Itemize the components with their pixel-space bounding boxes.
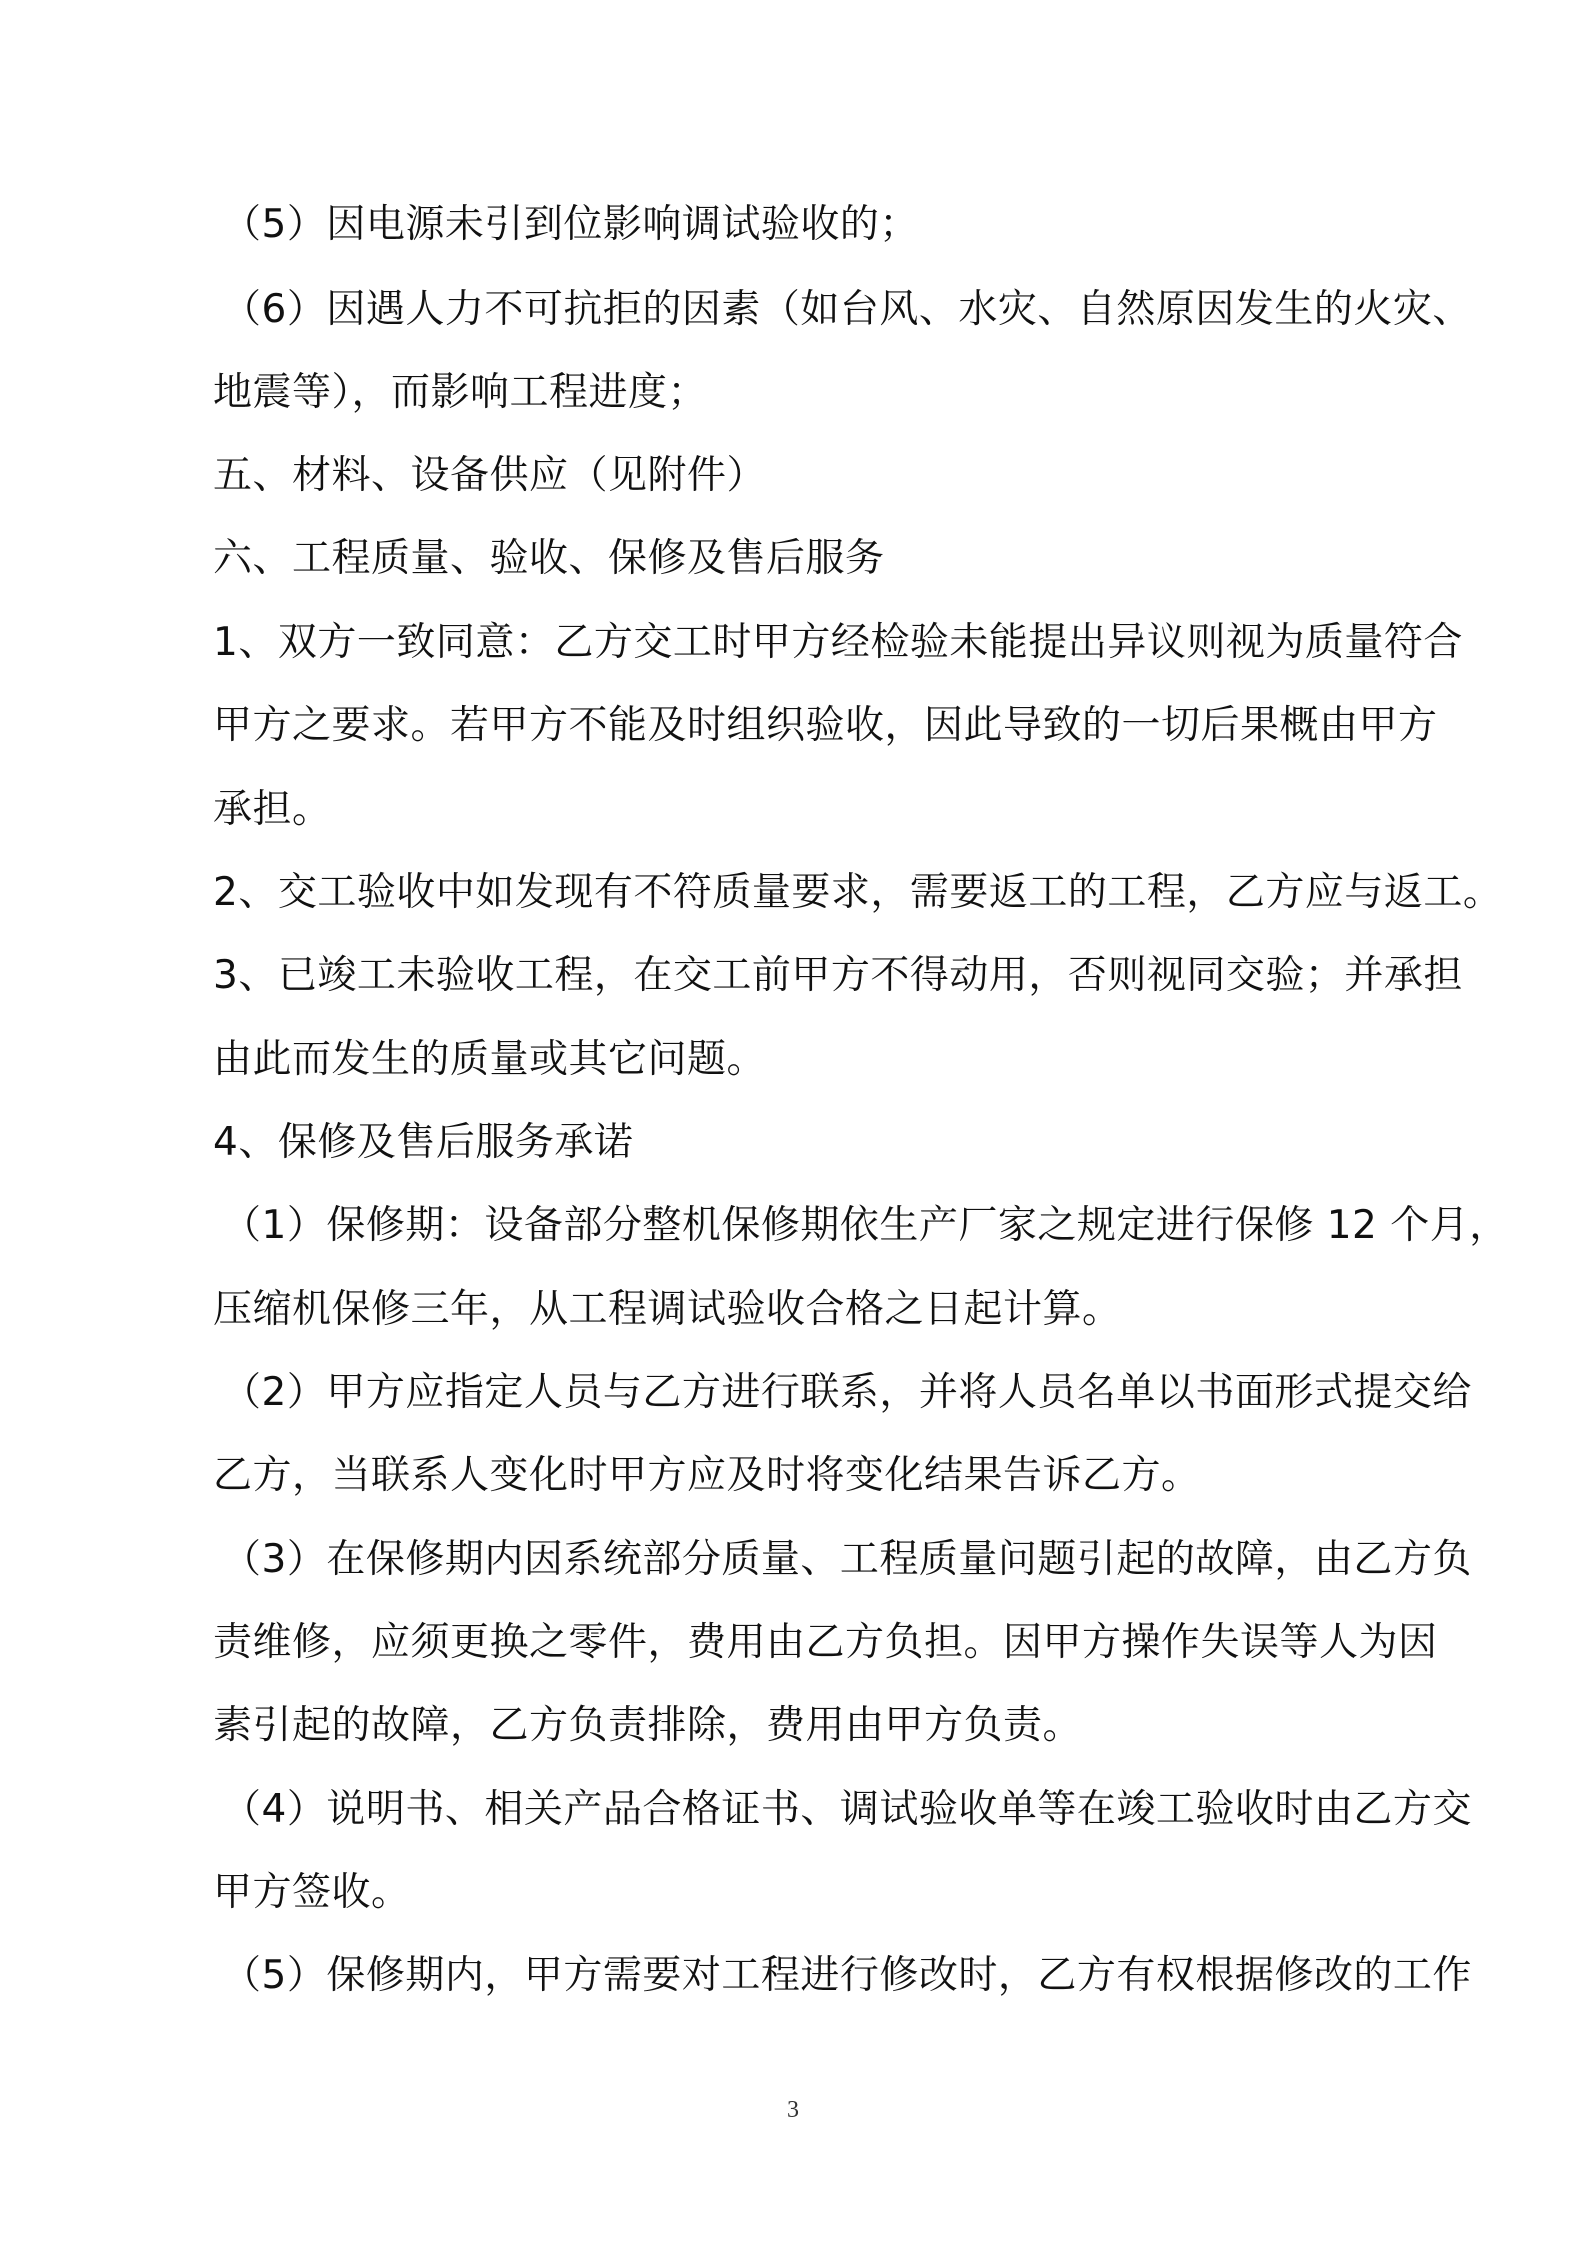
text-line: 3、已竣工未验收工程，在交工前甲方不得动用，否则视同交验；并承担 [213,953,1463,998]
text-line: 甲方签收。 [213,1870,411,1915]
text-line: （3）在保修期内因系统部分质量、工程质量问题引起的故障，由乙方负 [222,1537,1472,1582]
text-line: （1）保修期：设备部分整机保修期依生产厂家之规定进行保修 12 个月， [222,1203,1509,1248]
page-number: 3 [787,2097,799,2123]
text-line: 压缩机保修三年，从工程调试验收合格之日起计算。 [213,1287,1122,1332]
text-line: （6）因遇人力不可抗拒的因素（如台风、水灾、自然原因发生的火灾、 [222,287,1472,332]
text-line: 地震等），而影响工程进度； [213,370,708,415]
text-line: 乙方，当联系人变化时甲方应及时将变化结果告诉乙方。 [213,1453,1201,1498]
text-line: 承担。 [213,787,332,832]
text-line: 2、交工验收中如发现有不符质量要求，需要返工的工程，乙方应与返工。 [213,870,1503,915]
section-heading: 六、工程质量、验收、保修及售后服务 [213,536,885,581]
text-line: （2）甲方应指定人员与乙方进行联系，并将人员名单以书面形式提交给 [222,1370,1472,1415]
text-line: （5）因电源未引到位影响调试验收的； [222,202,919,247]
text-line: （4）说明书、相关产品合格证书、调试验收单等在竣工验收时由乙方交 [222,1787,1472,1832]
text-line: 素引起的故障，乙方负责排除，费用由甲方负责。 [213,1703,1083,1748]
text-line: 责维修，应须更换之零件，费用由乙方负担。因甲方操作失误等人为因 [213,1620,1438,1665]
text-line: 由此而发生的质量或其它问题。 [213,1037,767,1082]
text-line: 1、双方一致同意：乙方交工时甲方经检验未能提出异议则视为质量符合 [213,620,1463,665]
section-heading: 五、材料、设备供应（见附件） [213,453,767,498]
subsection-heading: 4、保修及售后服务承诺 [213,1120,634,1165]
text-line: 甲方之要求。若甲方不能及时组织验收，因此导致的一切后果概由甲方 [213,703,1438,748]
text-line: （5）保修期内，甲方需要对工程进行修改时，乙方有权根据修改的工作 [222,1953,1472,1998]
